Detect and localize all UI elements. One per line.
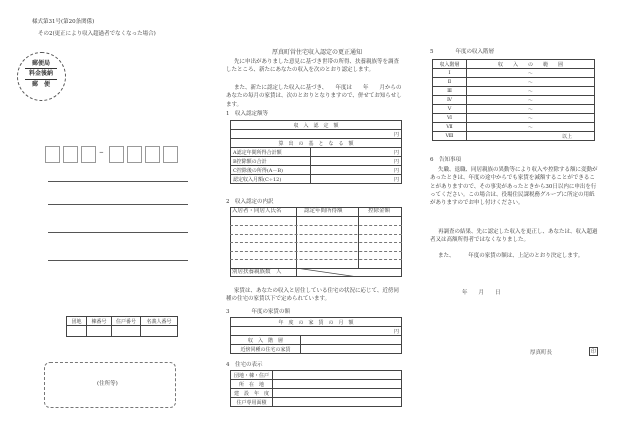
form-subtitle: その2(更正により収入超過者でなくなった場合) — [38, 31, 156, 37]
zip-box — [81, 146, 96, 163]
row-label: 近傍同種の住宅の家賃 — [231, 345, 301, 354]
level-cell: Ⅵ — [433, 114, 467, 123]
rent-value: 円 — [231, 327, 402, 336]
rent-note: 家賃は、あなたの収入と居住している住宅の状況に応じて、近傍同種の住宅の家賃以下で定められています。 — [226, 288, 399, 303]
header-cell: 収入階層 — [433, 60, 467, 69]
income-level-table — [432, 59, 595, 141]
row-label: 建 設 年 度 — [231, 389, 273, 398]
address-line — [48, 204, 188, 205]
seal-mark: 印 — [590, 349, 596, 355]
row-label: C控除後の所得(A－B) — [231, 166, 311, 175]
section5-title: 5 年度の収入階層 — [430, 49, 495, 55]
address-line — [48, 232, 188, 233]
form-number: 様式第31号(第20条関係) — [32, 19, 95, 25]
level-cell: Ⅲ — [433, 87, 467, 96]
zip-box — [163, 146, 178, 163]
section4-title: 4 住宅の表示 — [226, 362, 263, 368]
value-cell — [87, 326, 112, 337]
zip-box — [127, 146, 142, 163]
range-cell: ～ — [467, 96, 595, 105]
level-cell: Ⅷ — [433, 132, 467, 141]
address-box-label: (住所等) — [97, 381, 118, 387]
range-cell: ～ — [467, 78, 595, 87]
address-box — [44, 362, 176, 408]
diagonal-strike — [296, 268, 358, 277]
section1-title: 1 収入認定額等 — [226, 111, 268, 117]
header-cell: 名義人番号 — [141, 317, 178, 326]
stamp-line2: 料金後納 — [25, 68, 57, 79]
row-value — [301, 336, 402, 345]
row-value: 円 — [311, 148, 402, 157]
header-cell: 入居者・同居人氏名 — [232, 208, 282, 214]
range-cell: ～ — [467, 114, 595, 123]
zip-box — [63, 146, 78, 163]
row-value — [273, 389, 402, 398]
row-value: 円 — [311, 166, 402, 175]
income-value: 円 — [231, 130, 402, 139]
row-value — [273, 371, 402, 380]
section6-para1: 失職、退職、同居親族の異動等により収入や控除する額に変動があったときは、年度の途中からでも家賃を減額することができることがありますので、その事実があったときから30日以内に申出を行ってください。この場合は、役場住民課税務グループに所定の用紙がありますのでお申し付けください。 — [430, 167, 598, 206]
row-label: A認定年間所得合計額 — [231, 148, 311, 157]
postage-stamp — [17, 52, 66, 101]
header-cell: 認定年間所得額 — [304, 208, 343, 214]
range-cell: ～ — [467, 123, 595, 132]
row-value: 円 — [311, 157, 402, 166]
range-cell: 以上 — [467, 132, 595, 141]
income-table — [230, 120, 402, 184]
value-cell — [67, 326, 87, 337]
basis-header: 算 出 の 基 と な る 額 — [231, 139, 402, 148]
range-cell: ～ — [467, 87, 595, 96]
dependents-label: 別居扶養親族数 人 — [232, 269, 282, 275]
notice-para2: また、新たに認定した収入に基づき、 年度は 年 月からのあなたの毎月の家賃は、次のとおりとなりますので、併せてお知らせします。 — [226, 85, 402, 108]
address-line — [48, 260, 188, 261]
row-label: 所 在 地 — [231, 380, 273, 389]
row-label: 認定収入月額(C÷12) — [231, 175, 311, 184]
level-cell: Ⅳ — [433, 96, 467, 105]
notice-title: 厚真町営住宅収入認定の更正通知 — [272, 49, 363, 56]
zip-box — [109, 146, 124, 163]
row-label: 収 入 階 層 — [231, 336, 301, 345]
section6-para3: また、 年度の家賃の額は、上記のとおり決定します。 — [438, 253, 584, 259]
row-label: 団地・棟・住戸 — [231, 371, 273, 380]
stamp-line3: 郵 便 — [31, 80, 50, 88]
zip-box — [45, 146, 60, 163]
breakdown-table — [230, 207, 402, 277]
row-value — [273, 398, 402, 407]
income-header: 収 入 認 定 額 — [231, 121, 402, 130]
section3-title: 3 年度の家賃の額 — [226, 309, 291, 315]
section6-para2: 再調査の結果、先に認定した収入を更正し、あなたは、収入超過者又は高額所得者ではなくなりました。 — [430, 229, 598, 244]
section2-title: 2 収入認定の内訳 — [226, 199, 274, 205]
value-cell — [141, 326, 178, 337]
row-value: 円 — [311, 175, 402, 184]
notice-para1: 先に申出がありました意見に基づき世帯の所得、扶養親族等を調査したところ、新たにあなたの収入を次のとおり認定します。 — [226, 59, 400, 74]
rent-table — [230, 317, 402, 354]
zip-box — [145, 146, 160, 163]
row-value — [301, 345, 402, 354]
header-cell: 収 入 の 範 囲 — [467, 60, 595, 69]
resident-id-table — [66, 316, 178, 337]
level-cell: Ⅱ — [433, 78, 467, 87]
row-label: 住戸専用面積 — [231, 398, 273, 407]
range-cell: ～ — [467, 69, 595, 78]
housing-table — [230, 370, 402, 407]
value-cell — [112, 326, 141, 337]
level-cell: Ⅰ — [433, 69, 467, 78]
stamp-line1: 郵便局 — [31, 60, 50, 67]
level-cell: Ⅴ — [433, 105, 467, 114]
header-cell: 棟番号 — [87, 317, 112, 326]
address-line — [48, 181, 188, 182]
zip-dash: - — [99, 144, 104, 160]
section6-title: 6 告知事項 — [430, 157, 461, 163]
date-line: 年 月 日 — [462, 290, 501, 296]
header-cell: 控除金額 — [368, 208, 391, 214]
range-cell: ～ — [467, 105, 595, 114]
header-cell: 団地 — [67, 317, 87, 326]
rent-header: 年 度 の 家 賃 の 月 額 — [231, 318, 402, 327]
signatory-title: 厚真町長 — [530, 350, 553, 356]
row-label: B控除額の合計 — [231, 157, 311, 166]
header-cell: 住戸番号 — [112, 317, 141, 326]
level-cell: Ⅶ — [433, 123, 467, 132]
row-value — [273, 380, 402, 389]
